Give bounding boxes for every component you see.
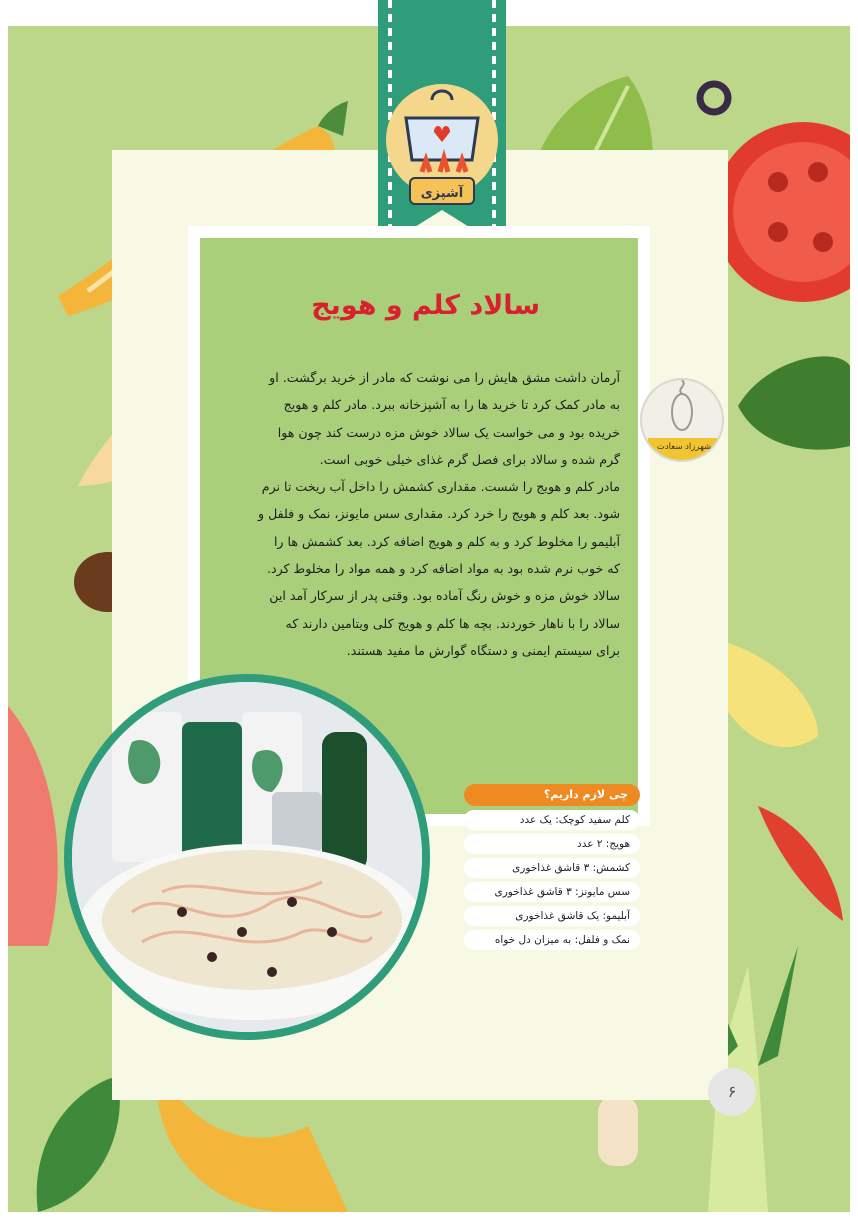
author-name: شهرزاد سعادت [648,438,720,462]
article-title: سالاد کلم و هویج [311,290,540,321]
ingredient-item: کلم سفید کوچک: یک عدد [464,810,640,830]
category-ribbon [372,0,512,250]
salad-photo-frame [64,674,430,1040]
ingredient-item: هویج: ۲ عدد [464,834,640,854]
page-number: ۶ [708,1068,756,1116]
author-badge [640,378,724,462]
ingredients-list [464,810,640,954]
salad-photo [72,682,422,1032]
article-body [258,364,620,664]
paragraph: مادر کلم و هویج را شست. مقداری کشمش را داخل آب ریخت تا نرم شود. بعد کلم و هویج را خرد کرد. مقداری سس مایونز، نمک و فلفل و آبلیمو را مخلوط کرد و به کلم و هویج اضافه کرد. بعد کشمش ها را که خوب نرم شده بود به مواد اضافه کرد و همه مواد را مخلوط کرد. [258,479,620,577]
herb-illustration [728,346,850,466]
ingredient-item: سس مایونز: ۳ قاشق غذاخوری [464,882,640,902]
author-logo-icon [642,380,722,440]
tomato-illustration [708,112,850,312]
category-label: آشپزی [420,186,464,201]
olive-ring-illustration [694,78,734,118]
chili-illustration [748,786,848,926]
ingredient-item: نمک و فلفل: به میزان دل خواه [464,930,640,950]
watermelon-illustration [8,706,68,946]
ingredient-item: آبلیمو: یک قاشق غذاخوری [464,906,640,926]
paragraph: آرمان داشت مشق هایش را می نوشت که مادر از خرید برگشت. او به مادر کمک کرد تا خرید ها را به آشپزخانه ببرد. مادر کلم و هویج خریده بود و می خواست یک سالاد خوش مزه درست کند چون هوا گرم شده و سالاد برای فصل گرم غذای خیلی خوبی است. [269,370,620,467]
ingredients-heading: چی لازم داریم؟ [464,784,640,806]
ingredient-item: کشمش: ۳ قاشق غذاخوری [464,858,640,878]
paragraph: سالاد خوش مزه و خوش رنگ آماده بود. وقتی پدر از سرکار آمد این سالاد را با ناهار خوردند. بچه ها کلم و هویج کلی ویتامین دارند که برای سیستم ایمنی و دستگاه گوارش ما مفید هستند. [269,588,620,658]
